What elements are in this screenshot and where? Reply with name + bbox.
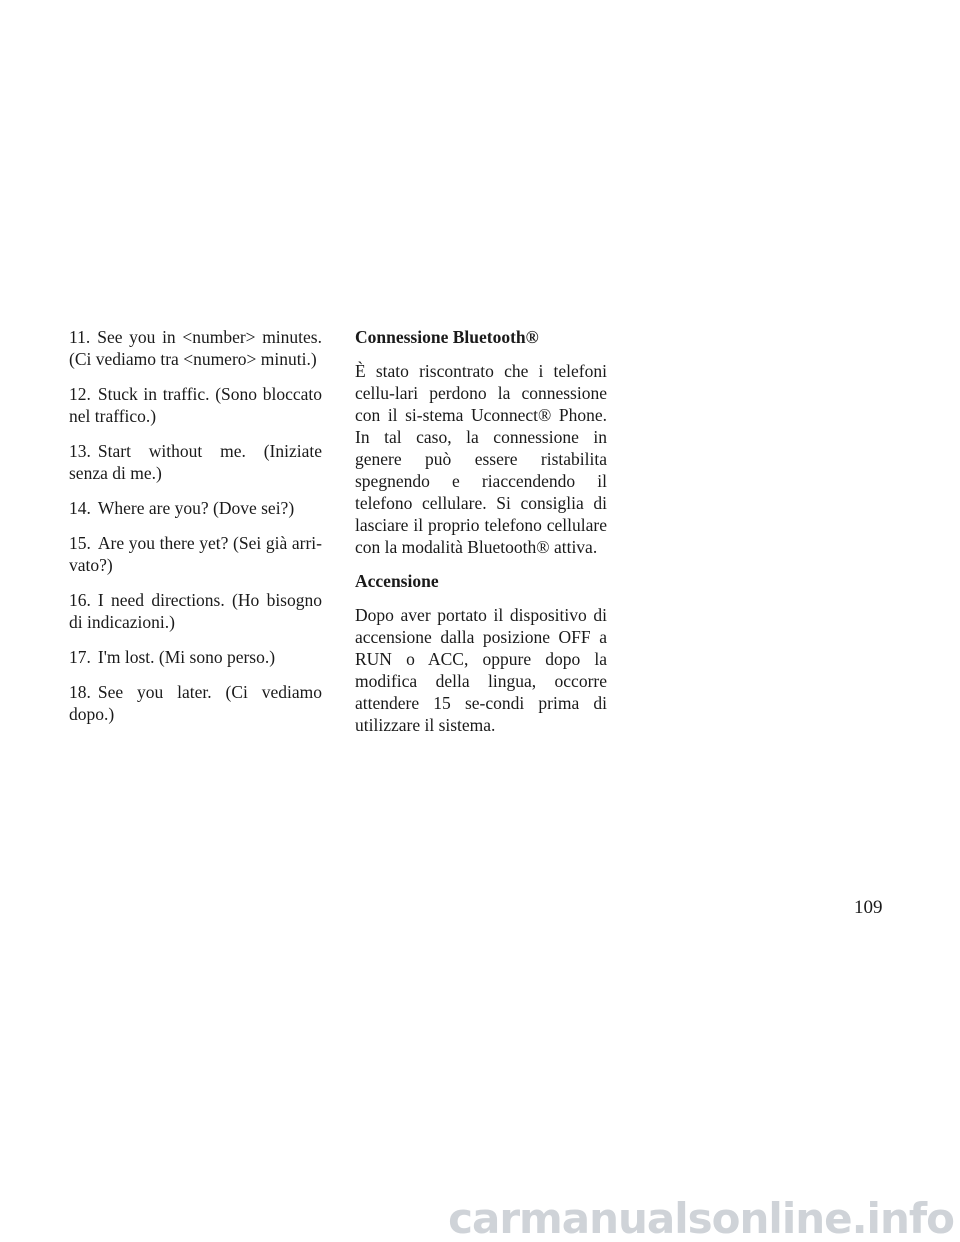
list-item [69,497,322,519]
item-text: Are you there yet? (Sei già arri-vato?) [69,533,322,575]
ignition-heading: Accensione [355,571,439,591]
list-item [69,383,322,427]
list-item [69,589,322,633]
item-number: 16. [69,590,91,610]
right-column [355,326,607,748]
item-text: Stuck in traffic. (Sono bloccato nel traffico.) [69,384,322,426]
item-number: 12. [69,384,91,404]
item-number: 13. [69,441,91,461]
item-text: Where are you? (Dove sei?) [97,498,295,518]
item-number: 18. [69,682,91,702]
item-number: 14. [69,498,91,518]
list-item [69,326,322,370]
item-text: Start without me. (Iniziate senza di me.) [69,441,322,483]
item-text: See you in <number> minutes. (Ci vediamo tra <numero> minuti.) [69,327,322,369]
item-number: 17. [69,647,91,667]
left-column [69,326,322,738]
item-number: 11. [69,327,91,347]
ignition-paragraph: Dopo aver portato il dispositivo di accensione dalla posizione OFF a RUN o ACC, oppure dopo la modifica della lingua, occorre attendere 15 se-condi prima di utilizzare il sistema. [355,605,607,735]
watermark [0,1195,960,1242]
item-number: 15. [69,533,91,553]
list-item [69,681,322,725]
bluetooth-paragraph: È stato riscontrato che i telefoni cellu-lari perdono la connessione con il si-stema Uconnect® Phone. In tal caso, la connessione in genere può essere ristabilita spegnendo e riaccendendo il telefono cellulare. Si consiglia di lasciare il proprio telefono cellulare con la modalità Bluetooth® attiva. [355,361,607,557]
item-text: I'm lost. (Mi sono perso.) [97,647,276,667]
list-item [69,646,322,668]
watermark-text: carmanualsonline.info [448,1195,954,1242]
list-item [69,440,322,484]
bluetooth-heading: Connessione Bluetooth® [355,327,539,347]
item-text: See you later. (Ci vediamo dopo.) [69,682,322,724]
page-number: 109 [854,897,883,918]
item-text: I need directions. (Ho bisogno di indicazioni.) [69,590,322,632]
list-item [69,532,322,576]
